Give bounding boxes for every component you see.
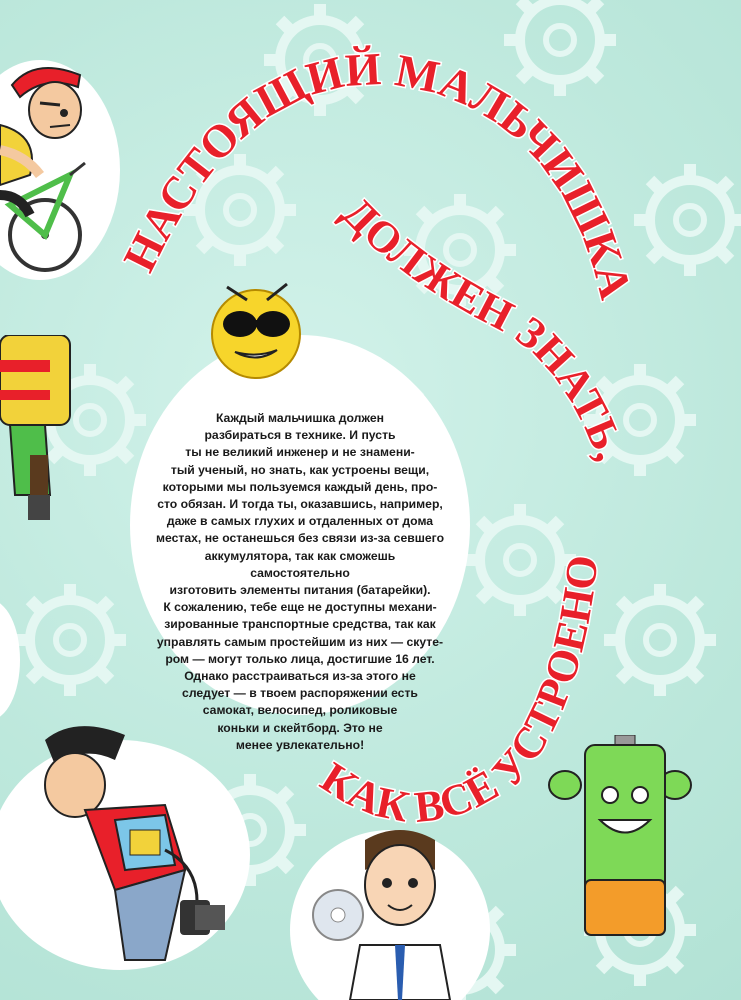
intro-paragraph-3: Однако расстраиваться из-за этого не следует — в твоем распоряжении есть самокат, велосипед, роликовые коньки и скейтборд. Это не менее увлекательно!: [182, 669, 418, 752]
title-line-1: НАСТОЯЩИЙ МАЛЬЧИШКА: [113, 42, 642, 304]
title-line-3: КАК ВСЁ УСТРОЕНО: [312, 552, 608, 833]
intro-paragraph-2: К сожалению, тебе еще не доступны механи- зированные транспортные средства, так как управлять самым простейшим из них — скуте- ром — могут только лица, достигшие 16 лет.: [156, 600, 444, 666]
intro-paragraph-1: Каждый мальчишка должен разбираться в технике. И пусть ты не великий инженер и не знамени- тый ученый, но знать, как устроены вещи, которыми мы пользуемся каждый день, про- сто обязан. И тогда ты, оказавшись, например, даже в самых глухих и отдаленных от дома местах, не останешься без связи из-за севшего аккумулятора, так как сможешь самостоятельно изготовить элементы питания (батарейки).: [155, 411, 445, 598]
title-line-2: ДОЛЖЕН ЗНАТЬ,: [332, 187, 636, 467]
